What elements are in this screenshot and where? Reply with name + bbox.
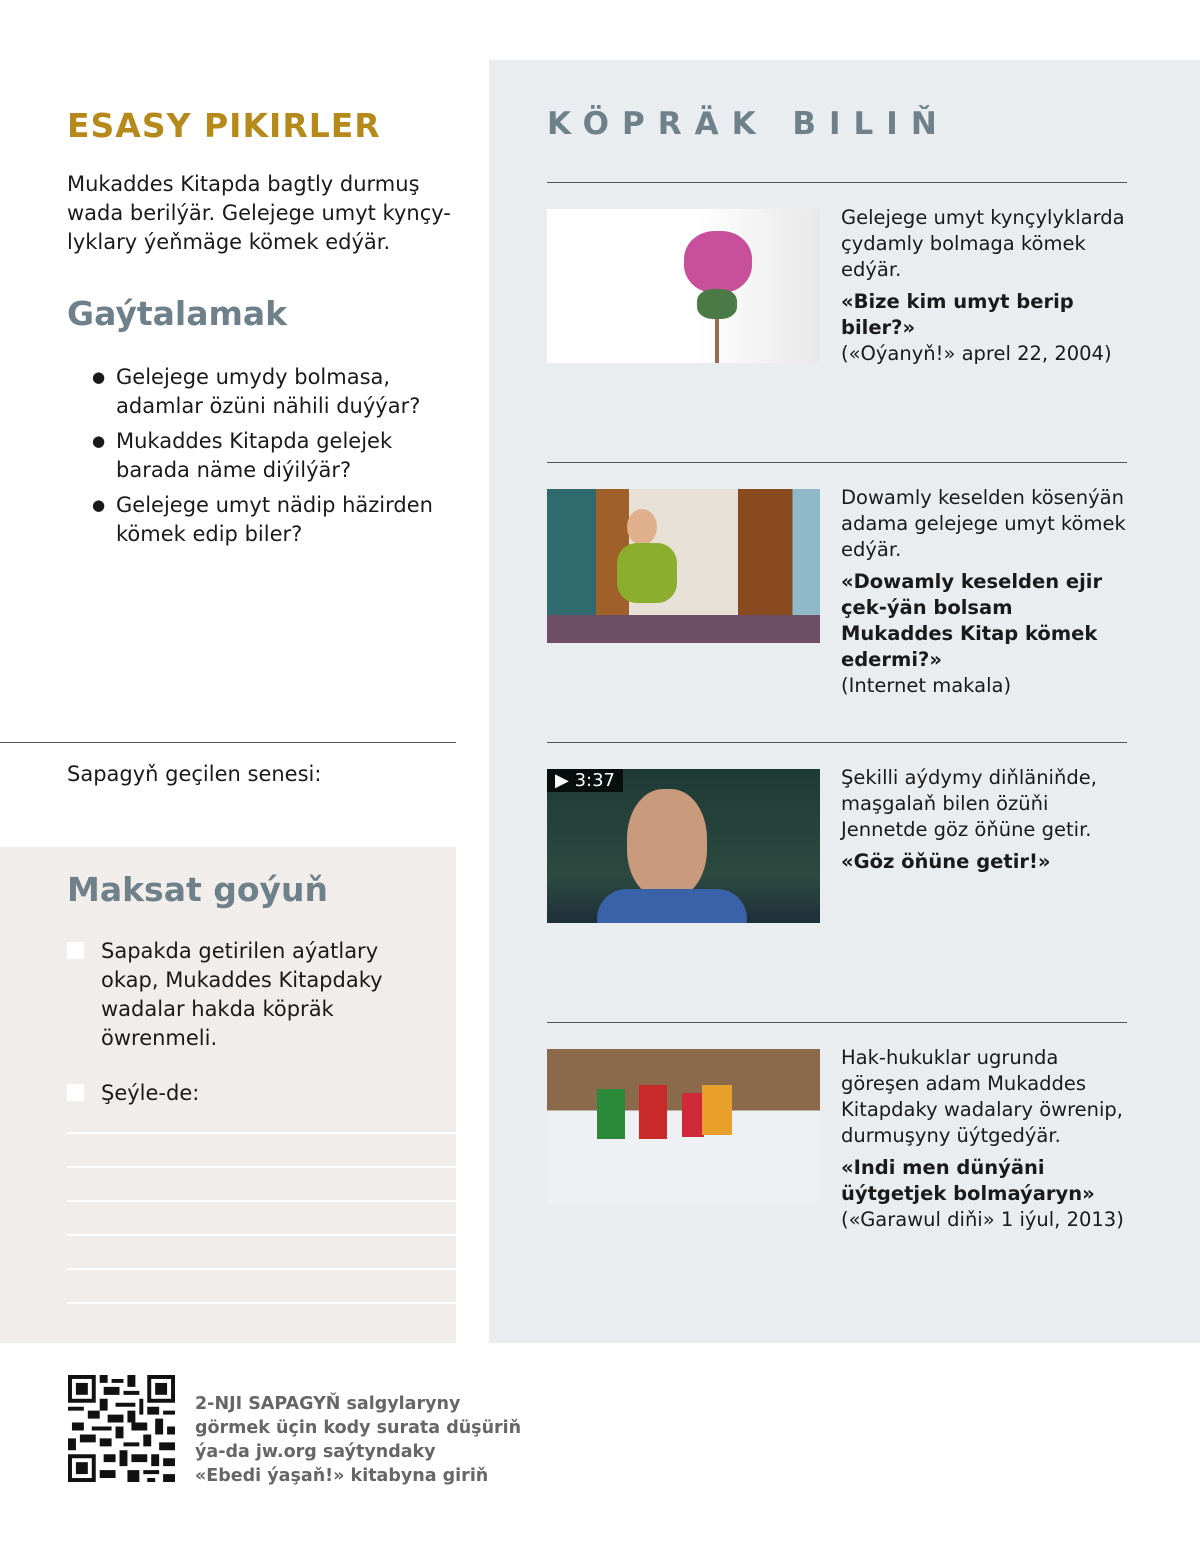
key-points-title: ESASY PIKIRLER (67, 106, 381, 145)
video-duration-badge: ▶ 3:37 (547, 769, 623, 792)
goal-item: Sapakda getirilen aýatlary okap, Mukaddes Kitapdaky wadalar hakda köpräk öwrenmeli. (101, 939, 383, 1050)
review-list (92, 363, 452, 555)
item-source: («Oýanyň!» aprel 22, 2004) (841, 342, 1112, 365)
write-line[interactable] (67, 1200, 456, 1202)
item-link[interactable]: «Indi men dünýäni üýtgetjek bolmaýaryn» (841, 1156, 1095, 1205)
goal-checkbox[interactable] (67, 1084, 84, 1101)
item-link[interactable]: «Dowamly keselden ejir çek-ýän bolsam Mukaddes Kitap kömek edermi?» (841, 570, 1103, 671)
item-source: («Garawul diňi» 1 iýul, 2013) (841, 1208, 1124, 1231)
qr-text-line: «Ebedi ýaşaň!» kitabyna giriň (195, 1466, 489, 1486)
learn-item (841, 1045, 1131, 1233)
write-line[interactable] (67, 1132, 456, 1134)
qr-text-line: ýa-da jw.org saýtyndaky (195, 1442, 436, 1462)
qr-instructions (195, 1392, 521, 1488)
divider (547, 462, 1127, 463)
item-link[interactable]: «Göz öňüne getir!» (841, 850, 1051, 873)
lesson-date-label: Sapagyň geçilen senesi: (67, 762, 322, 786)
key-points-intro: Mukaddes Kitapda bagtly durmuş wada berilýär. Gelejege umyt kynçy-lyklary ýeňmäge kömek edýär. (67, 172, 451, 254)
family-walking-snow-image[interactable] (547, 1049, 820, 1203)
qr-code-icon[interactable] (67, 1375, 176, 1482)
write-line[interactable] (67, 1302, 456, 1304)
goal-checkbox[interactable] (67, 942, 84, 959)
write-line[interactable] (67, 1166, 456, 1168)
qr-text-line: görmek üçin kody surata düşüriň (195, 1418, 522, 1438)
item-desc: Hak-hukuklar ugrunda göreşen adam Mukaddes Kitapdaky wadalary öwrenip, durmuşyny üýtgedýär. (841, 1046, 1124, 1147)
divider (547, 182, 1127, 183)
review-item: ● Mukaddes Kitapda gelejek barada näme diýilýär? (92, 427, 452, 485)
goal-title: Maksat goýuň (67, 870, 329, 909)
item-source: (Internet makala) (841, 674, 1012, 697)
divider (0, 742, 456, 743)
video-thumbnail[interactable] (547, 769, 820, 923)
divider (547, 742, 1127, 743)
review-item: ● Gelejege umydy bolmasa, adamlar özüni nähili duýýar? (92, 363, 452, 421)
write-line[interactable] (67, 1234, 456, 1236)
divider (547, 1022, 1127, 1023)
item-link[interactable]: «Bize kim umyt berip biler?» (841, 290, 1074, 339)
learn-item (841, 205, 1131, 367)
learn-item (841, 765, 1131, 875)
item-desc: Gelejege umyt kynçylyklarda çydamly bolmaga kömek edýär. (841, 206, 1125, 281)
qr-text-line: 2-NJI SAPAGYŇ salgylaryny (195, 1394, 461, 1414)
learn-item (841, 485, 1131, 699)
goal-item: Şeýle-de: (101, 1081, 200, 1105)
review-item: ● Gelejege umyt nädip häzirden kömek edip biler? (92, 491, 452, 549)
write-line[interactable] (67, 1268, 456, 1270)
flower-image[interactable] (547, 209, 820, 363)
review-title: Gaýtalamak (67, 294, 288, 333)
item-desc: Dowamly keselden kösenýän adama gelejege umyt kömek edýär. (841, 486, 1126, 561)
learn-more-title: KÖPRÄK BILIŇ (547, 106, 950, 142)
item-desc: Şekilli aýdymy diňläniňde, maşgalaň bilen özüňi Jennetde göz öňüne getir. (841, 766, 1097, 841)
man-at-window-image[interactable] (547, 489, 820, 643)
